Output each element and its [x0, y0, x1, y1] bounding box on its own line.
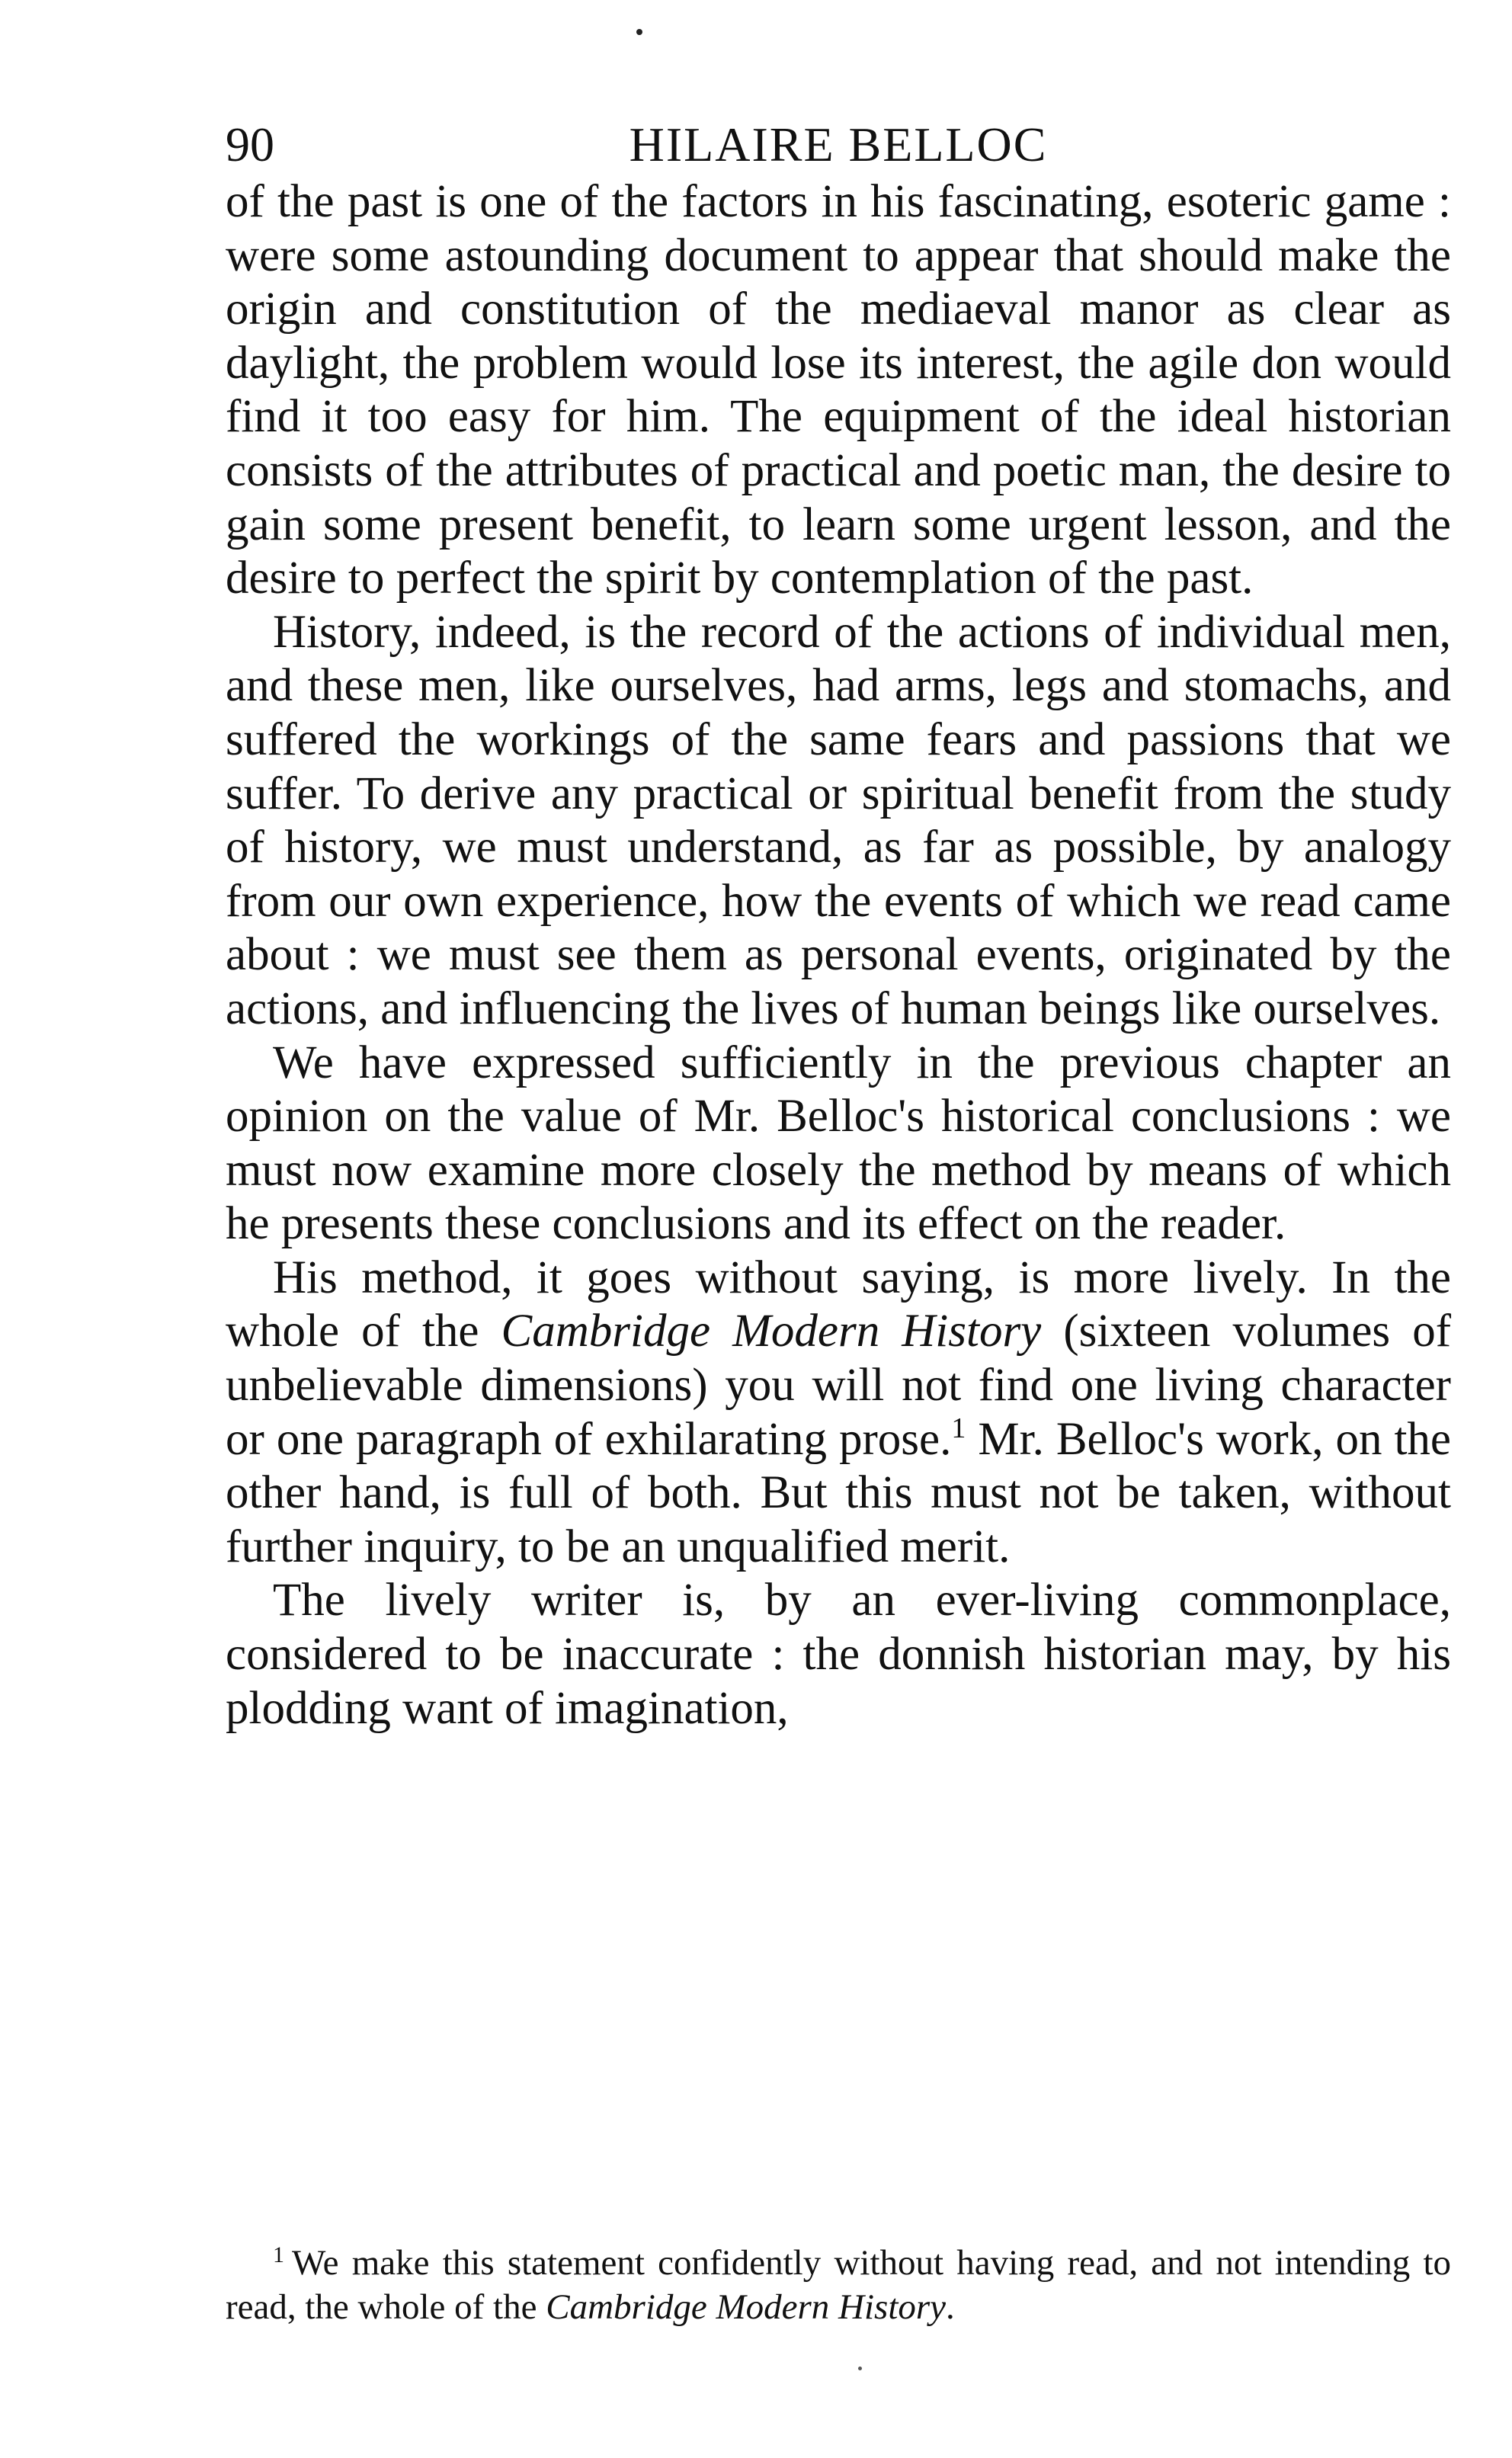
paragraph-5: The lively writer is, by an ever-living commonplace, considered to be inaccurate : the donnish historian may, by his plodding want of imagination,	[226, 1575, 1451, 1734]
paragraph-4	[226, 1251, 1451, 1575]
print-speck-bottom	[858, 2367, 862, 2370]
running-head	[226, 114, 1451, 175]
footnote-text: We make this statement confidently without having read, and not intending to read, the whole of the	[226, 2243, 1451, 2327]
paragraph-4-text-b: (sixteen volumes of unbelievable dimensions) you will not find one living character or one paragraph of exhilarating prose.	[226, 1306, 1452, 1465]
footnotes	[226, 2241, 1451, 2329]
page	[226, 114, 1451, 1735]
paragraph-4-text-a: His method, it goes without saying, is more lively. In the whole of the	[226, 1251, 1451, 1357]
paragraph-4-text-c: Mr. Belloc's work, on the other hand, is full of both. But this must not be taken, without further inquiry, to be an unqualified merit.	[226, 1413, 1452, 1572]
body-text	[226, 175, 1451, 1735]
print-speck-top	[636, 29, 642, 35]
paragraph-3: We have expressed sufficiently in the previous chapter an opinion on the value of Mr. Belloc's historical conclusions : we must now examine more closely the method by means of which he presents these conclusions and its effect on the reader.	[226, 1037, 1451, 1250]
paragraph-1: of the past is one of the factors in his fascinating, esoteric game : were some astounding document to appear that should make the origin and constitution of the mediaeval manor as clear as daylight, the problem would lose its interest, the agile don would find it too easy for him. The equipment of the ideal historian consists of the attributes of practical and poetic man, the desire to gain some present benefit, to learn some urgent lesson, and the desire to perfect the spirit by contemplation of the past.	[226, 176, 1451, 604]
footnote-mark: 1	[273, 2242, 284, 2267]
page-number: 90	[226, 117, 274, 171]
footnote-italic-title: Cambridge Modern History	[546, 2287, 947, 2327]
cambridge-modern-history-title: Cambridge Modern History	[501, 1306, 1042, 1357]
footnote-reference: 1	[951, 1412, 966, 1444]
running-title: HILAIRE BELLOC	[629, 117, 1048, 171]
footnote-1	[226, 2241, 1451, 2329]
paragraph-2: History, indeed, is the record of the actions of individual men, and these men, like ourselves, had arms, legs and stomachs, and suffered the workings of the same fears and passions that we suffer. To derive any practical or spiritual benefit from the study of history, we must understand, as far as possible, by analogy from our own experience, how the events of which we read came about : we must see them as personal events, originated by the actions, and influencing the lives of human beings like ourselves.	[226, 606, 1451, 1034]
footnote-end: .	[946, 2287, 955, 2327]
